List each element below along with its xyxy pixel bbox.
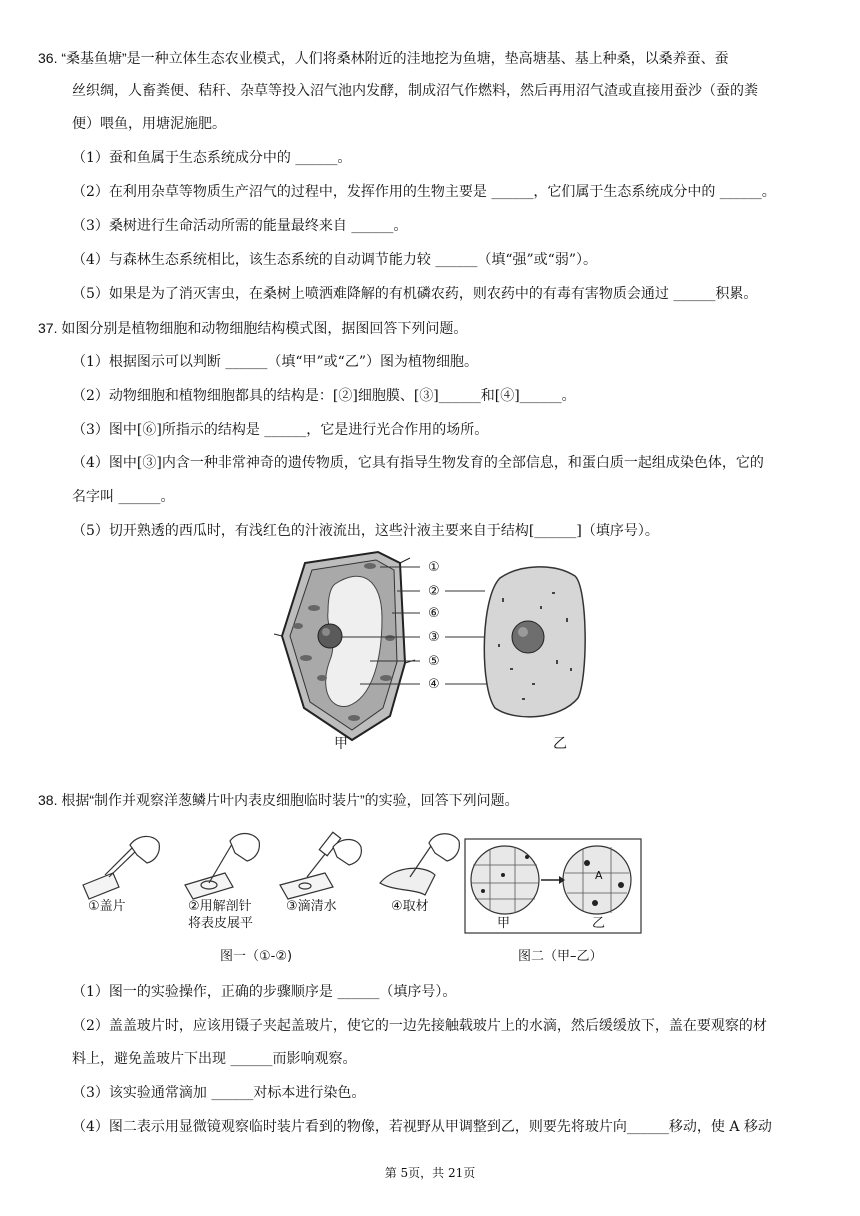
q36-sub1: （1）蚕和鱼属于生态系统成分中的 ______。 bbox=[72, 150, 352, 166]
step4-illustration bbox=[380, 834, 459, 895]
animal-cell-caption: 乙 bbox=[553, 736, 567, 752]
plant-cell-caption: 甲 bbox=[334, 736, 348, 752]
fig1-step2-label-line1: ②用解剖针 bbox=[188, 899, 252, 914]
fig2-yi-label: 乙 bbox=[592, 916, 606, 931]
q38-sub1: （1）图一的实验操作，正确的步骤顺序是 ______（填序号）。 bbox=[72, 984, 457, 1000]
cell-label-4: ④ bbox=[428, 677, 440, 692]
q37-sub4-line2: 名字叫 ______。 bbox=[72, 489, 175, 505]
cell-diagram-figure bbox=[270, 548, 590, 758]
step1-illustration bbox=[83, 836, 159, 899]
q37-sub5: （5）切开熟透的西瓜时，有浅红色的汁液流出，这些汁液主要来自于结构[______]（填序号）。 bbox=[72, 523, 659, 539]
q36-sub3: （3）桑树进行生命活动所需的能量最终来自 ______。 bbox=[72, 218, 408, 234]
q38-stem: 38. 根据“制作并观察洋葱鳞片叶内表皮细胞临时装片”的实验，回答下列问题。 bbox=[38, 792, 519, 808]
q36-stem-line2: 丝织绸，人畜粪便、秸秆、杂草等投入沼气池内发酵，制成沼气作燃料，然后再用沼气渣或直接用蚕沙（蚕的粪 bbox=[72, 83, 758, 99]
fig1-caption: 图一（①-②) bbox=[220, 949, 293, 964]
q37-sub3: （3）图中[⑥]所指示的结构是 ______，它是进行光合作用的场所。 bbox=[72, 422, 489, 438]
cell-label-3: ③ bbox=[428, 630, 440, 645]
q37-sub4-line1: （4）图中[③]内含一种非常神奇的遗传物质，它具有指导生物发育的全部信息，和蛋白质一起组成染色体，它的 bbox=[72, 455, 764, 471]
cell-label-5: ⑤ bbox=[428, 654, 440, 669]
fig2-cell-a-label: A bbox=[595, 869, 603, 882]
q36-stem-line3: 便）喂鱼，用塘泥施肥。 bbox=[72, 116, 226, 132]
q37-stem: 37. 如图分别是植物细胞和动物细胞结构模式图，据图回答下列问题。 bbox=[38, 320, 468, 336]
cell-label-6: ⑥ bbox=[428, 606, 440, 621]
cell-label-1: ① bbox=[428, 560, 440, 575]
q38-sub4: （4）图二表示用显微镜观察临时装片看到的物像，若视野从甲调整到乙，则要先将玻片向______移动，使 A 移动 bbox=[72, 1119, 772, 1135]
fig1-step2-label-line2: 将表皮展平 bbox=[188, 916, 254, 931]
plant-cell-diagram bbox=[274, 552, 415, 740]
q36-sub5: （5）如果是为了消灭害虫，在桑树上喷洒难降解的有机磷农药，则农药中的有毒有害物质会通过 ______积累。 bbox=[72, 286, 758, 302]
step3-illustration bbox=[280, 832, 361, 899]
step2-illustration bbox=[185, 834, 259, 900]
q37-sub1: （1）根据图示可以判断 ______（填“甲”或“乙”）图为植物细胞。 bbox=[72, 354, 478, 370]
q38-sub2-line1: （2）盖盖玻片时，应该用镊子夹起盖玻片，使它的一边先接触载玻片上的水滴，然后缓缓放下，盖在要观察的材 bbox=[72, 1018, 767, 1034]
cell-label-2: ② bbox=[428, 584, 440, 599]
q36-sub2: （2）在利用杂草等物质生产沼气的过程中，发挥作用的生物主要是 ______，它们属于生态系统成分中的 ______。 bbox=[72, 184, 776, 200]
fig2-caption: 图二（甲–乙） bbox=[518, 949, 603, 964]
fig1-step4-label: ④取材 bbox=[391, 899, 429, 914]
q37-sub2: （2）动物细胞和植物细胞都具的结构是：[②]细胞膜、[③]______和[④]______。 bbox=[72, 388, 576, 404]
page-footer: 第 5页，共 21页 bbox=[384, 1166, 476, 1180]
fig1-step1-label: ①盖片 bbox=[88, 899, 126, 914]
fig2-jia-label: 甲 bbox=[497, 916, 511, 931]
experiment-figure bbox=[75, 825, 645, 935]
q36-sub4: （4）与森林生态系统相比，该生态系统的自动调节能力较 ______（填“强”或“弱”）。 bbox=[72, 252, 597, 268]
animal-cell-diagram bbox=[484, 567, 585, 717]
fig1-step3-label: ③滴清水 bbox=[286, 899, 337, 914]
q38-sub3: （3）该实验通常滴加 ______对标本进行染色。 bbox=[72, 1085, 366, 1101]
q38-sub2-line2: 料上，避免盖玻片下出现 ______而影响观察。 bbox=[72, 1051, 357, 1067]
q36-stem-line1: 36. “桑基鱼塘”是一种立体生态农业模式，人们将桑林附近的洼地挖为鱼塘，垫高塘基、基上种桑，以桑养蚕、蚕 bbox=[38, 50, 729, 66]
